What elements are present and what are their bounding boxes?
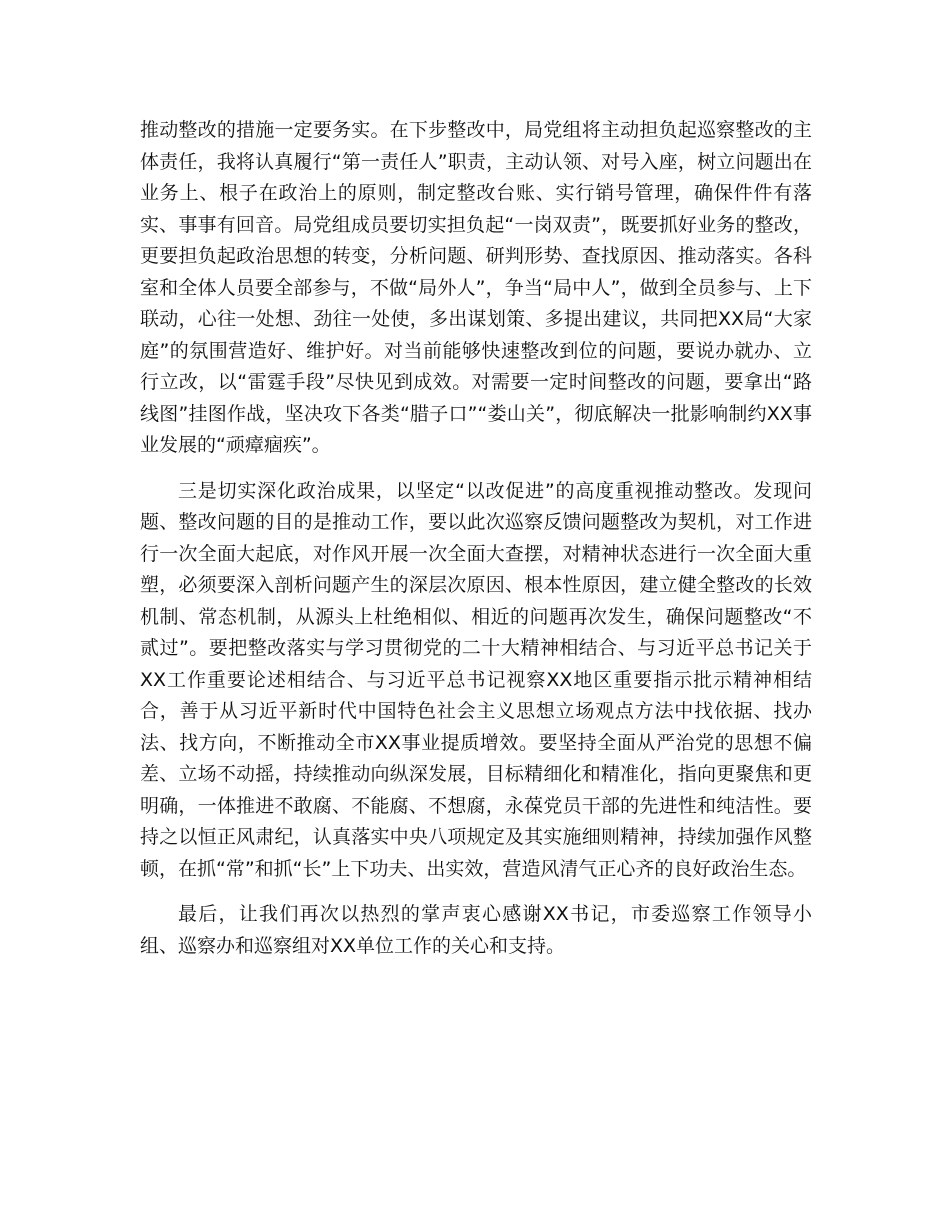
paragraph-political-results: 三是切实深化政治成果，以坚定“以改促进”的高度重视推动整改。发现问题、整改问题的目的是推动工作，要以此次巡察反馈问题整改为契机，对工作进行一次全面大起底，对作风开展一次全面大查摆，对精神状态进行一次全面大重塑，必须要深入剖析问题产生的深层次原因、根本性原因，建立健全整改的长效机制、常态机制，从源头上杜绝相似、相近的问题再次发生，确保问题整改“不贰过”。要把整改落实与学习贯彻党的二十大精神相结合、与习近平总书记关于XX工作重要论述相结合、与习近平总书记视察XX地区重要指示批示精神相结合，善于从习近平新时代中国特色社会主义思想立场观点方法中找依据、找办法、找方向，不断推动全市XX事业提质增效。要坚持全面从严治党的思想不偏差、立场不动摇，持续推动向纵深发展，目标精细化和精准化，指向更聚焦和更明确，一体推进不敢腐、不能腐、不想腐，永葆党员干部的先进性和纯洁性。要持之以恒正风肃纪，认真落实中央八项规定及其实施细则精神，持续加强作风整顿，在抓“常”和抓“长”上下功夫、出实效，营造风清气正心齐的良好政治生态。: [140, 479, 812, 880]
paragraph-rectification-measures: 推动整改的措施一定要务实。在下步整改中，局党组将主动担负起巡察整改的主体责任，我将认真履行“第一责任人”职责，主动认领、对号入座，树立问题出在业务上、根子在政治上的原则，制定整改台账、实行销号管理，确保件件有落实、事事有回音。局党组成员要切实担负起“一岗双责”，既要抓好业务的整改，更要担负起政治思想的转变，分析问题、研判形势、查找原因、推动落实。各科室和全体人员要全部参与，不做“局外人”，争当“局中人”，做到全员参与、上下联动，心往一处想、劲往一处使，多出谋划策、多提出建议，共同把XX局“大家庭”的氛围营造好、维护好。对当前能够快速整改到位的问题，要说办就办、立行立改，以“雷霆手段”尽快见到成效。对需要一定时间整改的问题，要拿出“路线图”挂图作战，坚决攻下各类“腊子口”“娄山关”，彻底解决一批影响制约XX事业发展的“顽瘴痼疾”。: [140, 119, 812, 456]
document-body: [140, 115, 812, 962]
paragraph-closing-thanks: 最后，让我们再次以热烈的掌声衷心感谢XX书记，市委巡察工作领导小组、巡察办和巡察组对XX单位工作的关心和支持。: [140, 903, 812, 957]
